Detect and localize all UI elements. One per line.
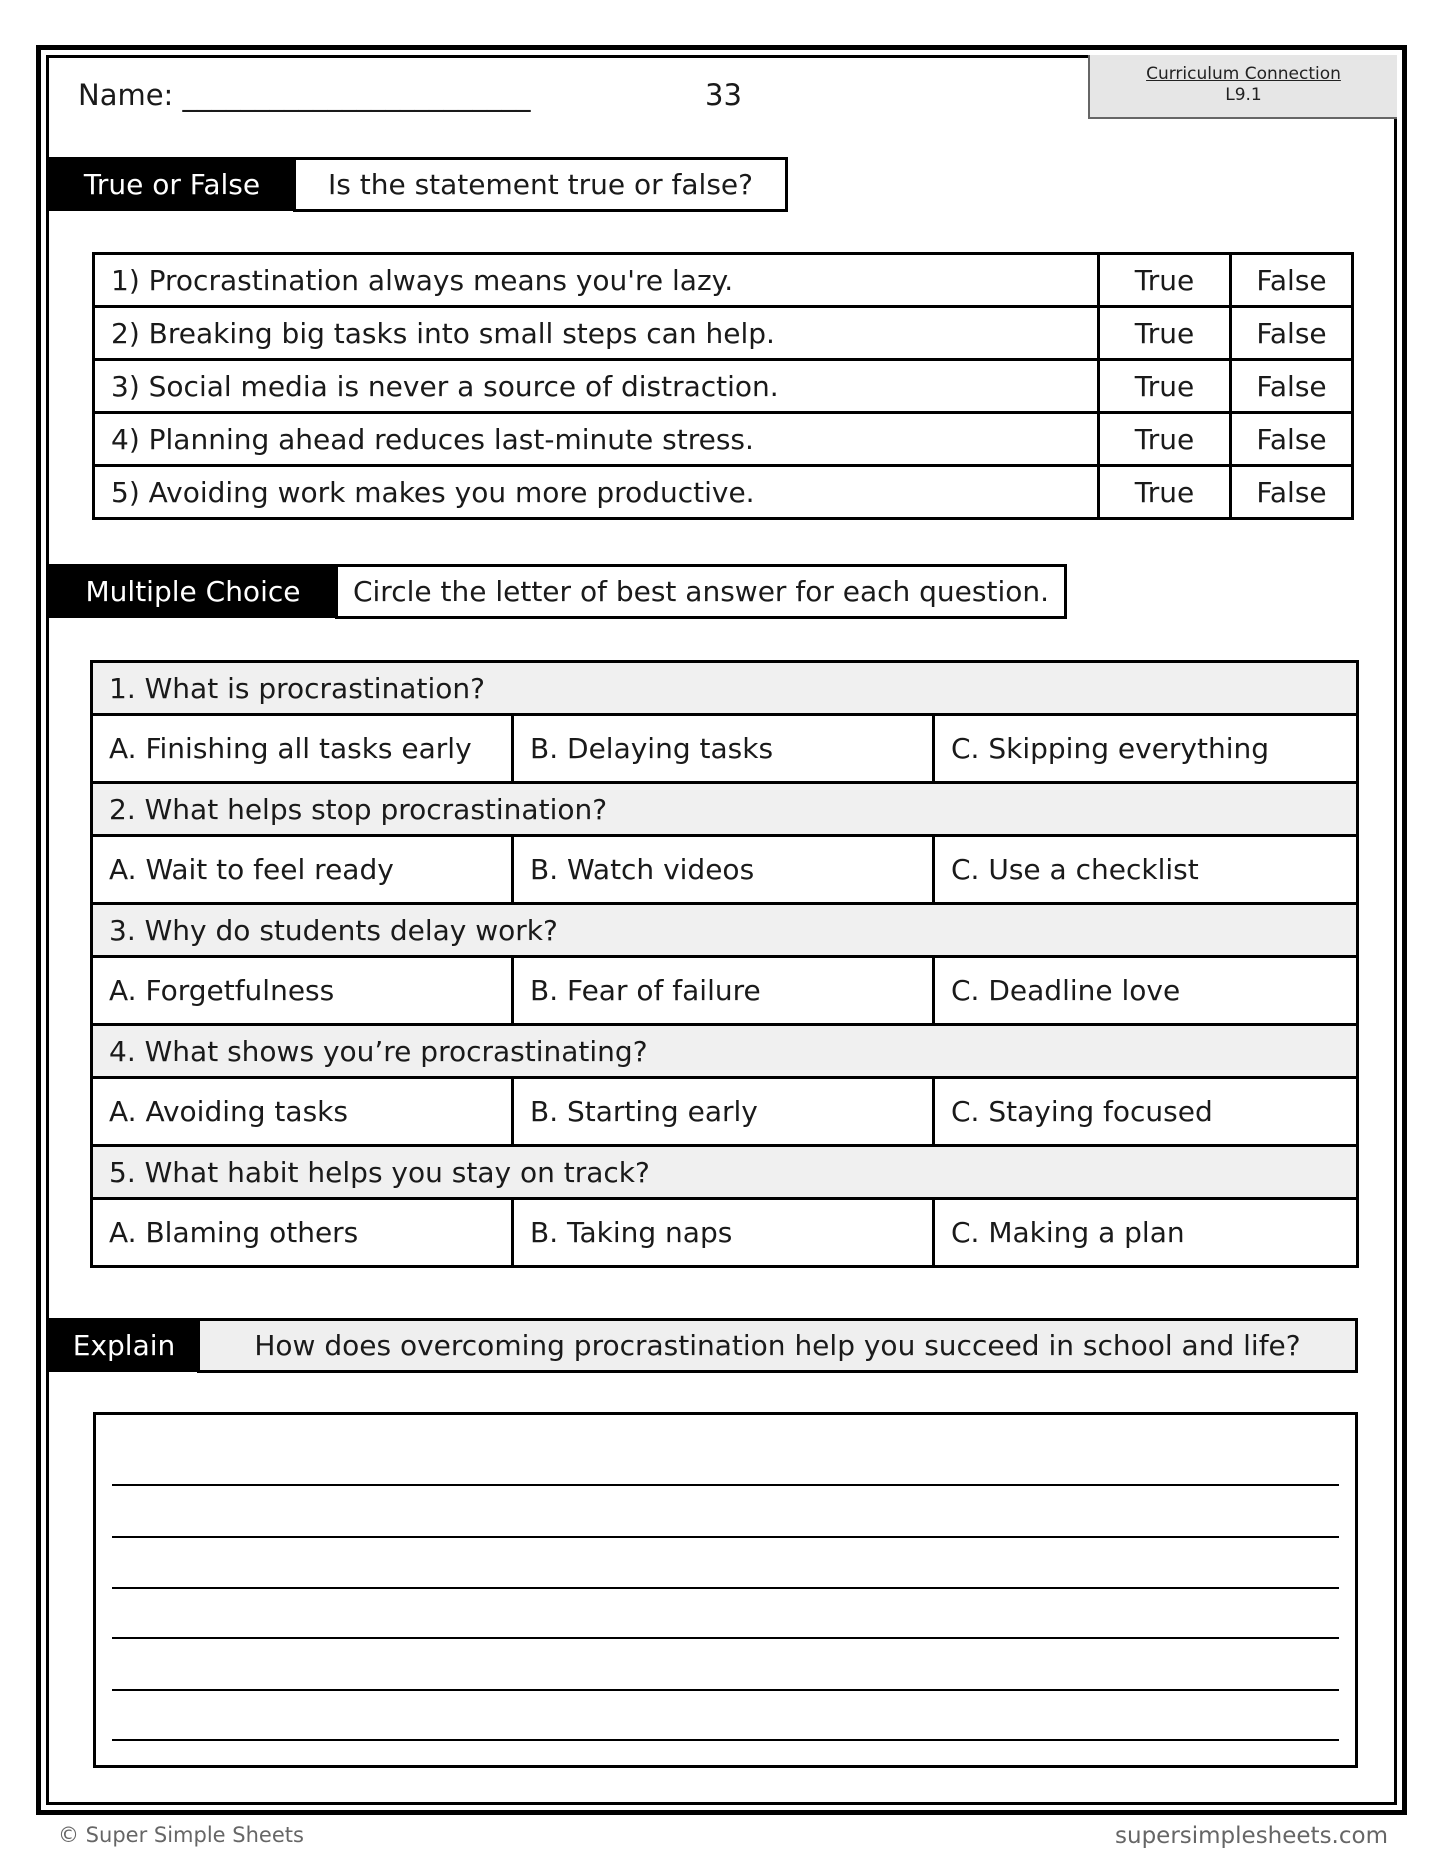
q2-option-c[interactable]: C. Use a checklist <box>934 836 1358 904</box>
false-option-4[interactable]: False <box>1231 413 1353 466</box>
answer-writing-box[interactable] <box>93 1412 1358 1768</box>
table-row <box>94 360 1353 413</box>
question-5: 5. What habit helps you stay on track? <box>92 1146 1358 1199</box>
writing-line <box>112 1484 1339 1486</box>
q4-option-b[interactable]: B. Starting early <box>513 1078 934 1146</box>
q5-option-b[interactable]: B. Taking naps <box>513 1199 934 1267</box>
true-false-table <box>92 252 1354 520</box>
answer-row <box>92 957 1358 1025</box>
q3-option-c[interactable]: C. Deadline love <box>934 957 1358 1025</box>
false-option-1[interactable]: False <box>1231 254 1353 307</box>
footer-website[interactable]: supersimplesheets.com <box>1115 1823 1388 1849</box>
true-false-instruction: Is the statement true or false? <box>293 157 788 212</box>
explain-prompt: How does overcoming procrastination help you succeed in school and life? <box>197 1318 1358 1373</box>
false-option-3[interactable]: False <box>1231 360 1353 413</box>
q5-option-a[interactable]: A. Blaming others <box>92 1199 513 1267</box>
q4-option-a[interactable]: A. Avoiding tasks <box>92 1078 513 1146</box>
answer-row <box>92 836 1358 904</box>
curriculum-title: Curriculum Connection <box>1146 64 1341 84</box>
table-row <box>94 307 1353 360</box>
false-option-5[interactable]: False <box>1231 466 1353 519</box>
q5-option-c[interactable]: C. Making a plan <box>934 1199 1358 1267</box>
page-number: 33 <box>705 78 742 112</box>
answer-row <box>92 1078 1358 1146</box>
q3-option-a[interactable]: A. Forgetfulness <box>92 957 513 1025</box>
true-option-2[interactable]: True <box>1099 307 1231 360</box>
table-row <box>94 413 1353 466</box>
statement-3: 3) Social media is never a source of distraction. <box>94 360 1099 413</box>
question-row <box>92 1025 1358 1078</box>
q2-option-b[interactable]: B. Watch videos <box>513 836 934 904</box>
statement-5: 5) Avoiding work makes you more productive. <box>94 466 1099 519</box>
writing-line <box>112 1739 1339 1741</box>
question-row <box>92 783 1358 836</box>
question-1: 1. What is procrastination? <box>92 662 1358 715</box>
name-field[interactable] <box>78 78 531 112</box>
curriculum-code: L9.1 <box>1225 85 1262 105</box>
q1-option-c[interactable]: C. Skipping everything <box>934 715 1358 783</box>
question-row <box>92 904 1358 957</box>
statement-1: 1) Procrastination always means you're lazy. <box>94 254 1099 307</box>
writing-line <box>112 1637 1339 1639</box>
multiple-choice-instruction: Circle the letter of best answer for each question. <box>335 564 1067 619</box>
writing-line <box>112 1587 1339 1589</box>
name-blank: ________________________ <box>182 78 531 112</box>
true-option-1[interactable]: True <box>1099 254 1231 307</box>
writing-line <box>112 1536 1339 1538</box>
table-row <box>94 254 1353 307</box>
answer-row <box>92 715 1358 783</box>
question-row <box>92 1146 1358 1199</box>
true-option-5[interactable]: True <box>1099 466 1231 519</box>
question-2: 2. What helps stop procrastination? <box>92 783 1358 836</box>
writing-line <box>112 1689 1339 1691</box>
q4-option-c[interactable]: C. Staying focused <box>934 1078 1358 1146</box>
answer-row <box>92 1199 1358 1267</box>
question-4: 4. What shows you’re procrastinating? <box>92 1025 1358 1078</box>
q1-option-b[interactable]: B. Delaying tasks <box>513 715 934 783</box>
true-option-3[interactable]: True <box>1099 360 1231 413</box>
footer-copyright: © Super Simple Sheets <box>58 1823 304 1847</box>
q3-option-b[interactable]: B. Fear of failure <box>513 957 934 1025</box>
multiple-choice-label: Multiple Choice <box>49 564 337 618</box>
curriculum-connection-box <box>1088 55 1397 119</box>
name-label: Name: <box>78 78 174 112</box>
q1-option-a[interactable]: A. Finishing all tasks early <box>92 715 513 783</box>
statement-4: 4) Planning ahead reduces last-minute stress. <box>94 413 1099 466</box>
table-row <box>94 466 1353 519</box>
false-option-2[interactable]: False <box>1231 307 1353 360</box>
question-3: 3. Why do students delay work? <box>92 904 1358 957</box>
multiple-choice-table <box>90 660 1359 1268</box>
statement-2: 2) Breaking big tasks into small steps can help. <box>94 307 1099 360</box>
explain-label: Explain <box>49 1318 199 1372</box>
true-option-4[interactable]: True <box>1099 413 1231 466</box>
question-row <box>92 662 1358 715</box>
true-false-label: True or False <box>49 157 295 211</box>
q2-option-a[interactable]: A. Wait to feel ready <box>92 836 513 904</box>
